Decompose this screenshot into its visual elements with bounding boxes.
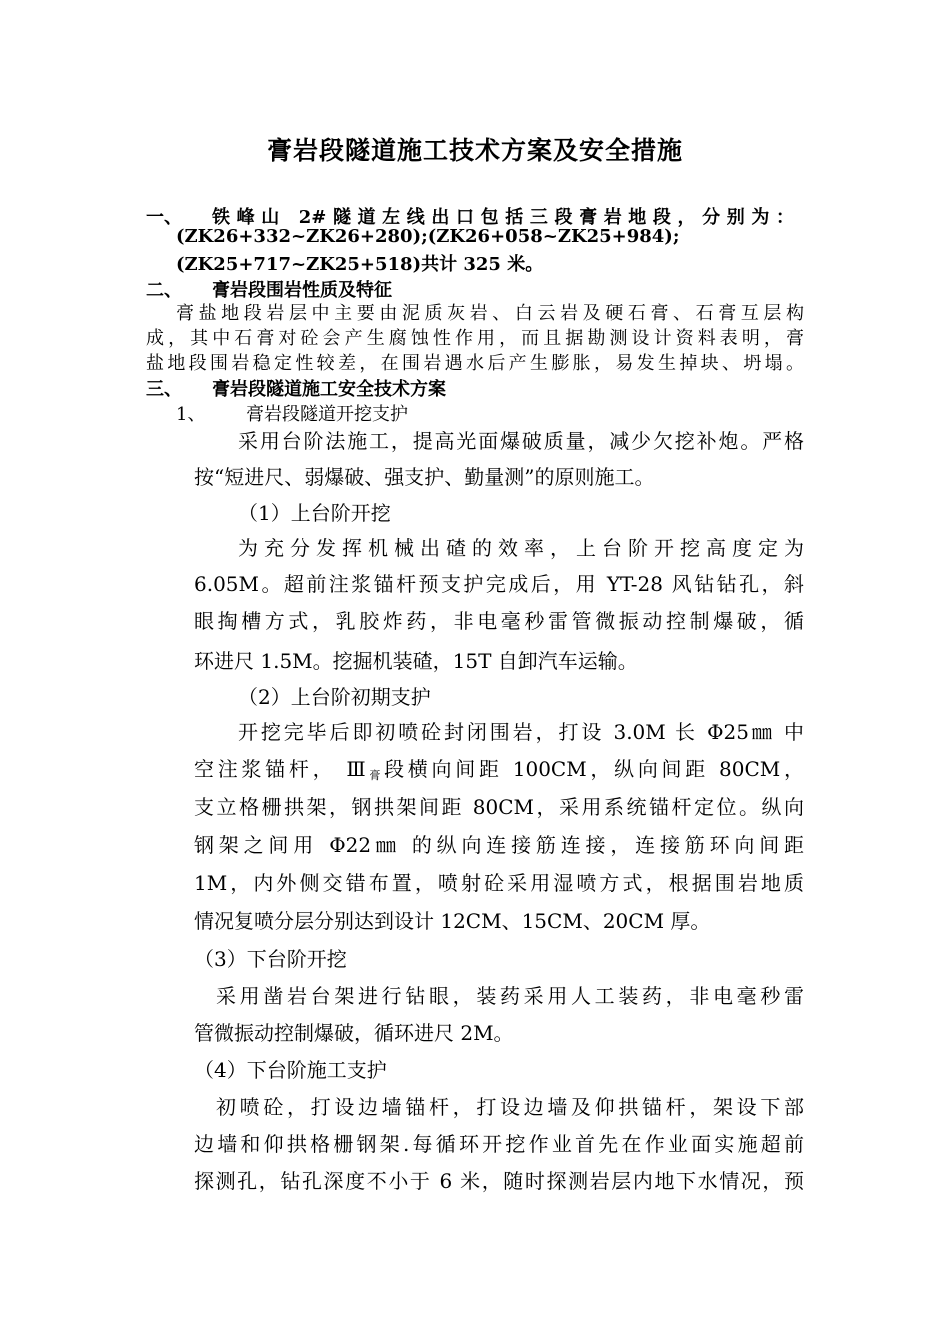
subsection-2-line-3: 支立格栅拱架，钢拱架间距 80CM，采用系统锚杆定位。纵向 [194,795,804,819]
subsection-4-title: （4）下台阶施工支护 [194,1058,387,1082]
subsection-1-title: （1）上台阶开挖 [238,501,391,525]
subsection-1-line-3: 眼掏槽方式，乳胶炸药，非电毫秒雷管微振动控制爆破，循 [194,609,804,633]
subsection-2-line-6: 情况复喷分层分别达到设计 12CM、15CM、20CM 厚。 [194,909,711,933]
subsection-4-line-1: 初喷砼，打设边墙锚杆，打设边墙及仰拱锚杆，架设下部 [216,1095,804,1119]
subsection-1-line-4: 环进尺 1.5M。挖掘机装碴，15T 自卸汽车运输。 [194,649,638,673]
subsection-2-line-4: 钢架之间用 Φ22㎜ 的纵向连接筋连接，连接筋环向间距 [194,833,804,857]
subsection-4-line-2: 边墙和仰拱格栅钢架.每循环开挖作业首先在作业面实施超前 [194,1132,804,1156]
subsection-4-line-3: 探测孔，钻孔深度不小于 6 米，随时探测岩层内地下水情况，预 [194,1169,804,1193]
section-2-paragraph-line-2: 成，其中石膏对砼会产生腐蚀性作用，而且据勘测设计资料表明，膏 [146,328,804,349]
subsection-2-title: （2）上台阶初期支护 [238,685,431,709]
subsection-2-line-1: 开挖完毕后即初喷砼封闭围岩，打设 3.0M 长 Φ25㎜ 中 [238,720,804,744]
subsection-2-line-2-part-b: 段横向间距 100CM，纵向间距 80CM， [384,757,804,781]
section-1-line-1: 铁峰山 2#隧道左线出口包括三段膏岩地段，分别为： [212,207,794,228]
section-3-heading: 膏岩段隧道施工安全技术方案 [212,379,446,400]
intro-line-1: 采用台阶法施工，提高光面爆破质量，减少欠挖补炮。严格 [238,429,804,453]
document-title: 膏岩段隧道施工技术方案及安全措施 [266,136,683,165]
subsection-2-line-2-part-a: 空注浆锚杆， Ⅲ [194,757,370,781]
section-2-paragraph-line-1: 膏盐地段岩层中主要由泥质灰岩、白云岩及硬石膏、石膏互层构 [176,303,804,324]
section-1-number: 一、 [146,207,182,228]
subsection-2-line-2 [194,753,804,783]
intro-line-2: 按“短进尺、弱爆破、强支护、勤量测”的原则施工。 [194,465,655,489]
section-1-line-3: (ZK25+717~ZK25+518)共计 325 米。 [176,254,544,275]
section-2-paragraph-line-3: 盐地段围岩稳定性较差，在围岩遇水后产生膨胀，易发生掉块、坍塌。 [146,353,804,374]
section-1-line-2: (ZK26+332~ZK26+280);(ZK26+058~ZK25+984); [176,226,680,247]
section-2-heading: 膏岩段围岩性质及特征 [212,280,392,301]
subsection-3-line-2: 管微振动控制爆破，循环进尺 2M。 [194,1021,514,1045]
subsection-3-line-1: 采用凿岩台架进行钻眼，装药采用人工装药，非电毫秒雷 [216,984,804,1008]
item-1-number: 1、 [176,404,206,425]
subsection-2-line-2-subscript: 膏 [369,769,385,782]
section-3-number: 三、 [146,379,182,400]
section-2-number: 二、 [146,280,182,301]
subsection-3-title: （3）下台阶开挖 [194,947,347,971]
subsection-1-line-1: 为充分发挥机械出碴的效率，上台阶开挖高度定为 [238,536,804,560]
subsection-1-line-2: 6.05M。超前注浆锚杆预支护完成后，用 YT-28 风钻钻孔，斜 [194,572,804,596]
subsection-2-line-5: 1M，内外侧交错布置，喷射砼采用湿喷方式，根据围岩地质 [194,871,804,895]
item-1-title: 膏岩段隧道开挖支护 [246,404,408,425]
